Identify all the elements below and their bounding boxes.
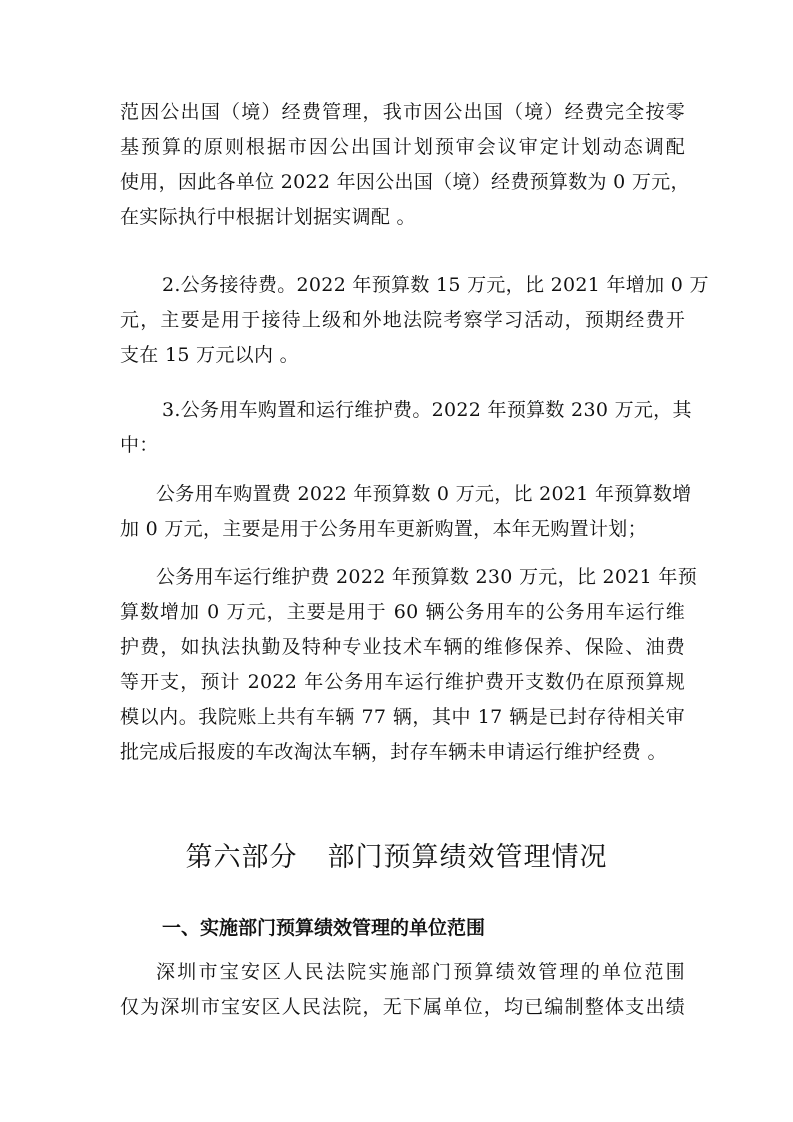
subsection-heading: 一、实施部门预算绩效管理的单位范围 [162, 917, 486, 939]
paragraph-vehicle-maintenance [120, 560, 698, 770]
text-line: 深圳市宝安区人民法院实施部门预算绩效管理的单位范围 [156, 961, 685, 983]
text-line: 模以内。我院账上共有车辆 77 辆，其中 17 辆是已封存待相关审 [120, 706, 685, 728]
paragraph-reception-expense [120, 268, 709, 373]
text-line: 等开支，预计 2022 年公务用车运行维护费开支数仍在原预算规 [120, 671, 685, 693]
text-line: 基预算的原则根据市因公出国计划预审会议审定计划动态调配 [120, 136, 685, 158]
text-line: 加 0 万元，主要是用于公务用车更新购置，本年无购置计划； [120, 518, 647, 540]
text-line: 仅为深圳市宝安区人民法院，无下属单位，均已编制整体支出绩 [120, 996, 685, 1018]
text-line: 支在 15 万元以内 。 [120, 344, 299, 366]
text-line: 范因公出国（境）经费管理，我市因公出国（境）经费完全按零 [120, 101, 685, 123]
text-line: 算数增加 0 万元，主要是用于 60 辆公务用车的公务用车运行维 [120, 601, 685, 623]
paragraph-vehicle-expense [120, 393, 692, 463]
section-heading [0, 838, 793, 878]
text-line: 在实际执行中根据计划据实调配 。 [120, 206, 416, 228]
text-line: 公务用车运行维护费 2022 年预算数 230 万元，比 2021 年预 [156, 566, 698, 588]
text-line: 使用，因此各单位 2022 年因公出国（境）经费预算数为 0 万元， [120, 171, 690, 193]
text-line: 护费，如执法执勤及特种专业技术车辆的维修保养、保险、油费 [120, 636, 685, 658]
text-line: 中： [120, 434, 159, 456]
paragraph-performance-scope [120, 955, 685, 1025]
text-line: 3.公务用车购置和运行维护费。2022 年预算数 230 万元，其 [162, 399, 692, 421]
section-part-label: 第六部分 [185, 842, 298, 873]
text-line: 批完成后报废的车改淘汰车辆，封存车辆未申请运行维护经费 。 [120, 741, 667, 763]
text-line: 元，主要是用于接待上级和外地法院考察学习活动，预期经费开 [120, 309, 685, 331]
paragraph-vehicle-purchase [120, 477, 692, 547]
text-line: 2.公务接待费。2022 年预算数 15 万元，比 2021 年增加 0 万 [162, 274, 709, 296]
paragraph-overseas-expense [120, 95, 690, 235]
text-line: 公务用车购置费 2022 年预算数 0 万元，比 2021 年预算数增 [156, 483, 692, 505]
section-title-text: 部门预算绩效管理情况 [327, 842, 608, 873]
